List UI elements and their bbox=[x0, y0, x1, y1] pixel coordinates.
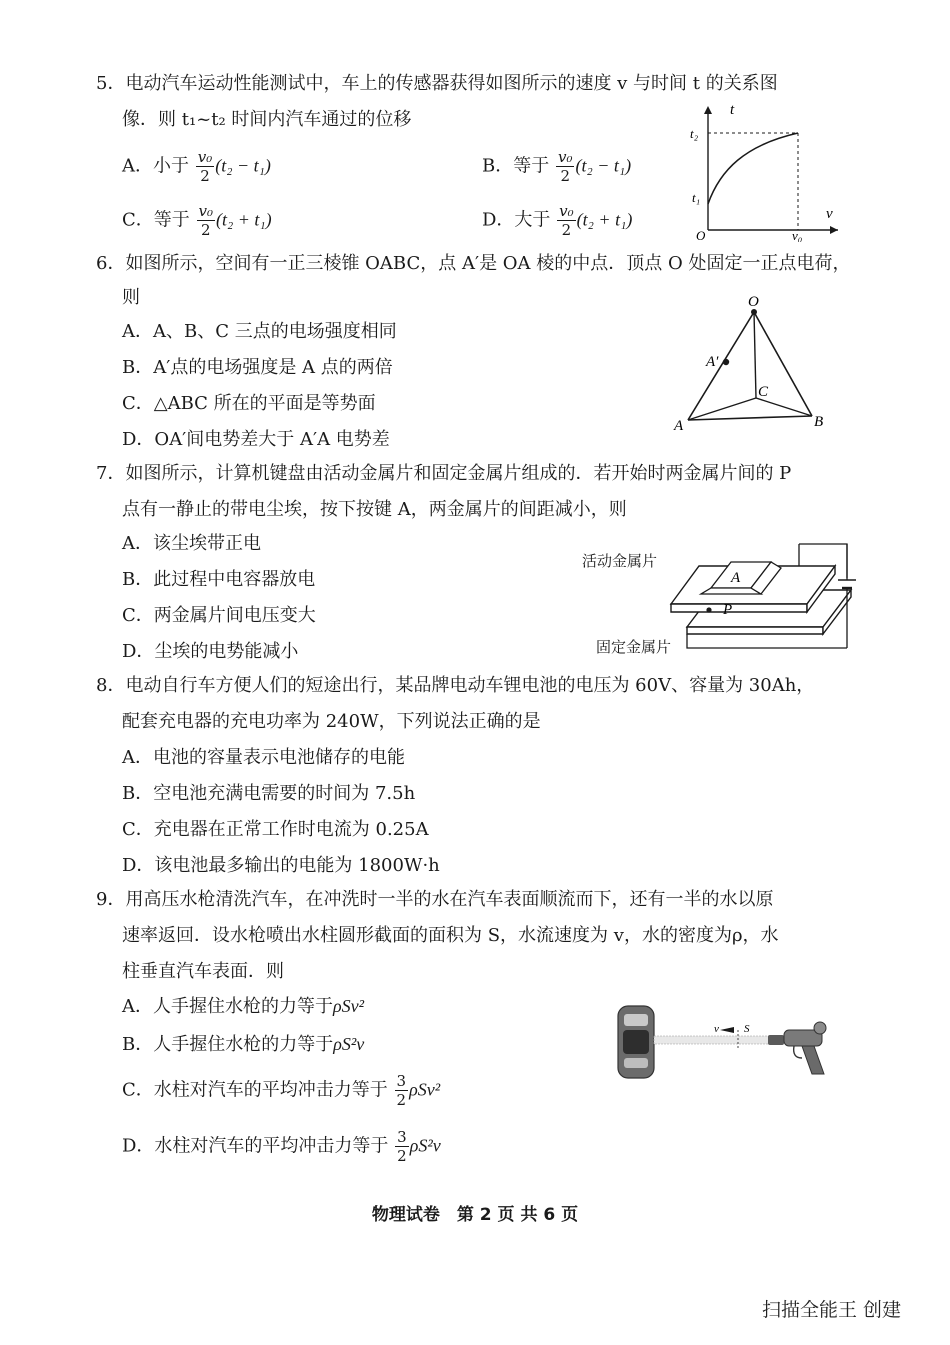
q5-option-c: C．等于 $\frac{\text{v₀}}{2}$ (t₂ + t₁) bbox=[122, 202, 272, 239]
q5-curve bbox=[708, 133, 798, 204]
q5-option-b: B．等于 $\frac{\text{v₀}}{2}$ (t₂ − t₁) bbox=[482, 148, 632, 185]
q9-label-v: v bbox=[714, 1023, 719, 1035]
q6-pyramid-figure bbox=[670, 290, 840, 438]
q8-stem-line2: 配套充电器的充电功率为 240W，下列说法正确的是 bbox=[122, 711, 541, 732]
q7-option-d: D．尘埃的电势能减小 bbox=[122, 641, 299, 662]
q9-gun-knob bbox=[814, 1022, 826, 1034]
q8-option-a: A．电池的容量表示电池储存的电能 bbox=[122, 747, 405, 768]
q5-option-a: A．小于 $\frac{\text{v₀}}{2}$ (t₂ − t₁) bbox=[122, 148, 271, 185]
q7-movable-plate-label: 活动金属片 bbox=[582, 552, 658, 570]
q6-option-a: A．A、B、C 三点的电场强度相同 bbox=[122, 321, 397, 342]
q5-stem-line2: 像．则 t₁~t₂ 时间内汽车通过的位移 bbox=[122, 109, 412, 130]
q9-gun-handle bbox=[802, 1046, 824, 1074]
scanner-watermark: 扫描全能王 创建 bbox=[762, 1299, 902, 1321]
q9-stem-line3: 柱垂直汽车表面．则 bbox=[122, 961, 284, 982]
q6-option-b: B．A′点的电场强度是 A 点的两倍 bbox=[122, 357, 393, 378]
q7-option-c: C．两金属片间电压变大 bbox=[122, 605, 316, 626]
q7-option-a: A．该尘埃带正电 bbox=[122, 533, 261, 554]
q6-label-a: A bbox=[674, 418, 684, 434]
q9-label-s: S bbox=[744, 1023, 750, 1035]
q6-label-a-prime: A′ bbox=[706, 354, 719, 370]
q6-label-b: B bbox=[814, 414, 824, 430]
q9-option-c: C．水柱对汽车的平均冲击力等于 $\frac{3}{2}$ ρSv² bbox=[122, 1072, 441, 1109]
q9-gun-trigger bbox=[794, 1046, 802, 1058]
q7-key-a-label: A bbox=[731, 570, 741, 586]
q5-label-t1: t₁ bbox=[692, 190, 701, 205]
q5-option-d: D．大于 $\frac{\text{v₀}}{2}$ (t₂ + t₁) bbox=[482, 202, 633, 239]
q7-wire-bottom bbox=[687, 634, 847, 648]
q5-label-t: t bbox=[730, 102, 735, 118]
q9-car-watergun-figure bbox=[610, 1000, 840, 1082]
q9-car-roof bbox=[623, 1030, 649, 1054]
q6-edge-oc bbox=[754, 312, 756, 398]
q9-option-c-fraction: $\frac{3}{2}$ bbox=[396, 1072, 407, 1109]
q6-edge-ab bbox=[688, 416, 812, 420]
q5-t-axis-arrow bbox=[704, 106, 712, 114]
q6-option-d: D．OA′间电势差大于 A′A 电势差 bbox=[122, 429, 390, 450]
q6-point-a-prime-dot bbox=[723, 359, 729, 365]
q6-label-o: O bbox=[748, 294, 759, 310]
q8-option-c: C．充电器在正常工作时电流为 0.25A bbox=[122, 819, 429, 840]
q5-option-b-fraction: $\frac{\text{v₀}}{2}$ bbox=[557, 148, 573, 185]
q5-option-d-fraction: $\frac{\text{v₀}}{2}$ bbox=[559, 202, 574, 239]
q9-car-windshield bbox=[624, 1014, 648, 1026]
q7-option-b: B．此过程中电容器放电 bbox=[122, 569, 316, 590]
q9-stem-line2: 速率返回．设水枪喷出水柱圆形截面的面积为 S，水流速度为 v，水的密度为ρ，水 bbox=[122, 925, 779, 946]
q9-option-d: D．水柱对汽车的平均冲击力等于 $\frac{3}{2}$ ρS²v bbox=[122, 1128, 441, 1165]
q9-option-b: B．人手握住水枪的力等于ρS²v bbox=[122, 1034, 365, 1055]
q7-point-p-label: P bbox=[723, 602, 733, 618]
q8-option-d: D．该电池最多输出的电能为 1800W·h bbox=[122, 855, 440, 876]
q5-v-axis-arrow bbox=[830, 226, 838, 234]
q6-edge-oa bbox=[688, 312, 754, 420]
q5-option-c-fraction: $\frac{\text{v₀}}{2}$ bbox=[198, 202, 214, 239]
q6-edge-ac bbox=[688, 398, 756, 420]
q7-point-p-dot bbox=[706, 607, 711, 612]
q5-velocity-time-graph bbox=[690, 100, 850, 242]
q6-stem-line1: 6．如图所示，空间有一正三棱锥 OABC，点 A′是 OA 棱的中点．顶点 O 处固定一正点电荷， bbox=[96, 253, 851, 274]
q7-movable-plate-front bbox=[671, 604, 807, 612]
q5-stem-line1: 5．电动汽车运动性能测试中，车上的传感器获得如图所示的速度 v 与时间 t 的关系图 bbox=[96, 73, 778, 94]
q5-label-v: v bbox=[826, 206, 833, 222]
q7-fixed-plate-front bbox=[687, 627, 823, 634]
q6-label-c: C bbox=[758, 384, 769, 400]
q7-fixed-plate-label: 固定金属片 bbox=[596, 638, 672, 656]
q5-label-t2: t₂ bbox=[690, 126, 699, 141]
q6-option-c: C．△ABC 所在的平面是等势面 bbox=[122, 393, 376, 414]
q7-stem-line1: 7．如图所示，计算机键盘由活动金属片和固定金属片组成的．若开始时两金属片间的 P bbox=[96, 463, 792, 484]
q9-velocity-arrowhead bbox=[720, 1027, 734, 1033]
q5-label-origin: O bbox=[696, 228, 706, 242]
q9-stem-line1: 9．用高压水枪清洗汽车，在冲洗时一半的水在汽车表面顺流而下，还有一半的水以原 bbox=[96, 889, 774, 910]
page-footer: 物理试卷 第 2 页 共 6 页 bbox=[371, 1205, 579, 1225]
q6-stem-line2: 则 bbox=[122, 287, 140, 308]
q8-stem-line1: 8．电动自行车方便人们的短途出行，某品牌电动车锂电池的电压为 60V、容量为 30Ah， bbox=[96, 675, 815, 696]
q5-label-v0: v₀ bbox=[792, 228, 803, 242]
q9-option-d-fraction: $\frac{3}{2}$ bbox=[397, 1128, 407, 1165]
q8-option-b: B．空电池充满电需要的时间为 7.5h bbox=[122, 783, 416, 804]
q9-water-jet bbox=[654, 1036, 770, 1044]
q7-stem-line2: 点有一静止的带电尘埃，按下按键 A，两金属片的间距减小，则 bbox=[122, 499, 627, 520]
q5-option-a-fraction: $\frac{\text{v₀}}{2}$ bbox=[197, 148, 213, 185]
q9-car-rear-window bbox=[624, 1058, 648, 1068]
q9-gun-nozzle bbox=[768, 1035, 784, 1045]
q9-option-a: A．人手握住水枪的力等于ρSv² bbox=[122, 996, 365, 1017]
